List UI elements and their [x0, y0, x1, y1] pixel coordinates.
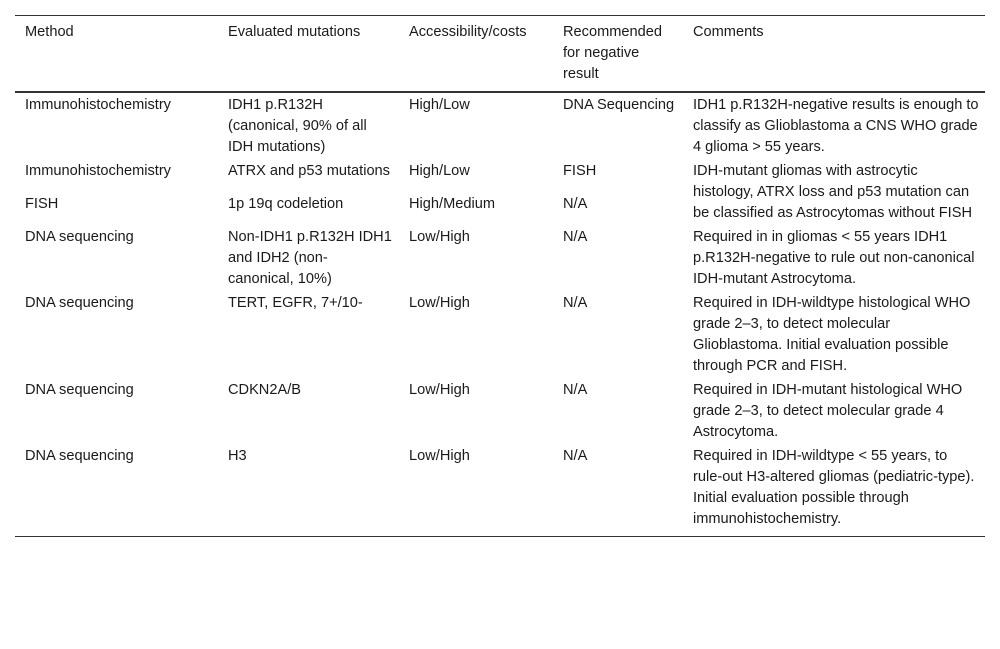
header-comments: Comments: [693, 24, 764, 40]
cell-method: DNA sequencing: [25, 382, 134, 398]
cell-comments: Required in IDH-wildtype < 55 years, to rule-out H3-altered gliomas (pediatric-type). Initial evaluation possible through immunohistochemistry.: [693, 448, 975, 527]
header-method: Method: [25, 24, 74, 40]
table-row: [15, 225, 985, 291]
cell-method: FISH: [25, 196, 59, 212]
mutation-testing-table-container: [15, 15, 985, 537]
cell-recommended: N/A: [563, 229, 588, 245]
cell-method: Immunohistochemistry: [25, 163, 171, 179]
cell-access: Low/High: [409, 448, 470, 464]
cell-comments: Required in IDH-wildtype histological WHO grade 2–3, to detect molecular Glioblastoma. Initial evaluation possible through PCR and FISH.: [693, 295, 971, 374]
cell-mutations: Non-IDH1 p.R132H IDH1 and IDH2 (non-canonical, 10%): [228, 229, 392, 287]
cell-recommended: DNA Sequencing: [563, 97, 675, 113]
cell-recommended: N/A: [563, 196, 588, 212]
cell-method: Immunohistochemistry: [25, 97, 171, 113]
cell-access: High/Medium: [409, 196, 495, 212]
cell-comments: Required in in gliomas < 55 years IDH1 p.R132H-negative to rule out non-canonical IDH-mutant Astrocytoma.: [693, 229, 975, 287]
header-recommended-negative: Recommended for negative result: [563, 24, 662, 82]
table-row: [15, 92, 985, 159]
header-row: [15, 16, 985, 93]
cell-access: High/Low: [409, 163, 470, 179]
cell-access: High/Low: [409, 97, 470, 113]
table-body: [15, 92, 985, 537]
cell-access: Low/High: [409, 229, 470, 245]
cell-recommended: N/A: [563, 448, 588, 464]
cell-method: DNA sequencing: [25, 448, 134, 464]
header-accessibility-costs: Accessibility/costs: [409, 24, 527, 40]
cell-recommended: N/A: [563, 382, 588, 398]
cell-mutations: CDKN2A/B: [228, 382, 301, 398]
table-row: [15, 378, 985, 444]
cell-recommended: FISH: [563, 163, 597, 179]
cell-method: DNA sequencing: [25, 229, 134, 245]
cell-mutations: ATRX and p53 mutations: [228, 163, 390, 179]
cell-mutations: IDH1 p.R132H (canonical, 90% of all IDH mutations): [228, 97, 367, 155]
table-header: [15, 16, 985, 93]
cell-recommended: N/A: [563, 295, 588, 311]
mutation-testing-table: [15, 15, 985, 537]
cell-comments: IDH1 p.R132H-negative results is enough to classify as Glioblastoma a CNS WHO grade 4 glioma > 55 years.: [693, 97, 979, 155]
cell-mutations: 1p 19q codeletion: [228, 196, 344, 212]
cell-comments: Required in IDH-mutant histological WHO grade 2–3, to detect molecular grade 4 Astrocytoma.: [693, 382, 963, 440]
table-row: [15, 444, 985, 537]
header-evaluated-mutations: Evaluated mutations: [228, 24, 361, 40]
cell-access: Low/High: [409, 382, 470, 398]
cell-comments: IDH-mutant gliomas with astrocytic histology, ATRX loss and p53 mutation can be classified as Astrocytomas without FISH: [693, 163, 973, 221]
table-row: [15, 159, 985, 192]
cell-mutations: H3: [228, 448, 247, 464]
cell-method: DNA sequencing: [25, 295, 134, 311]
cell-access: Low/High: [409, 295, 470, 311]
table-row: [15, 291, 985, 378]
cell-mutations: TERT, EGFR, 7+/10-: [228, 295, 363, 311]
